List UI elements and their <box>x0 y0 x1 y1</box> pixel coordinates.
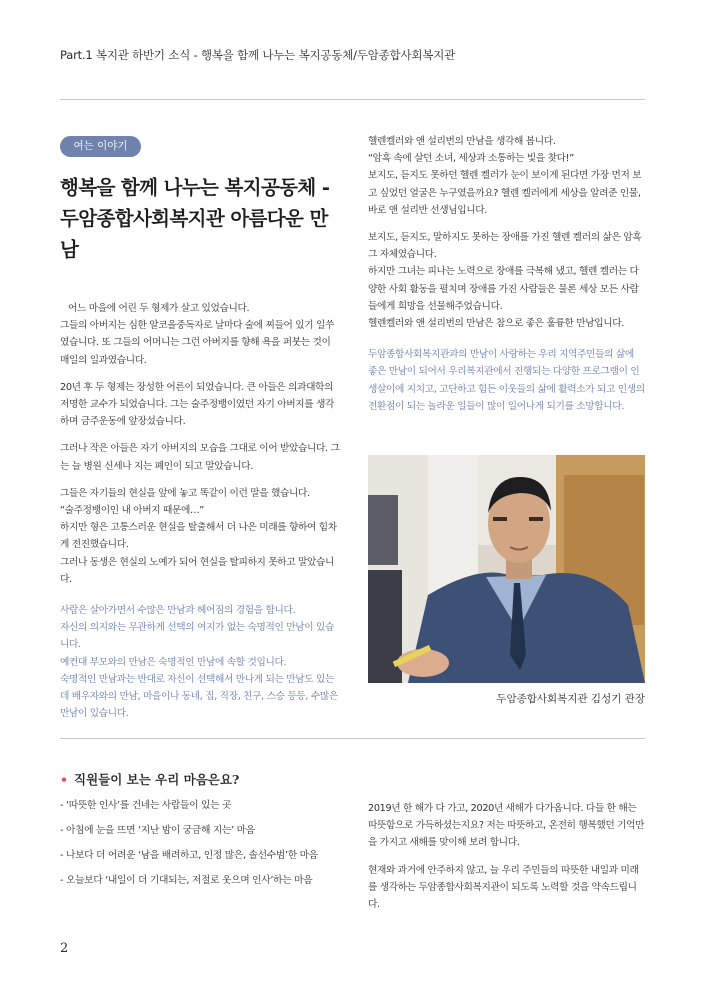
section2-heading <box>60 770 239 788</box>
left-p4-line3: 하지만 형은 고통스러운 현실을 탈출해서 더 나은 미래를 향하여 힘차게 전진했습니다. <box>60 522 337 551</box>
left-blue-2: 자신의 의지와는 무관하게 선택의 여지가 없는 숙명적인 만남이 있습니다. <box>60 622 335 651</box>
right-p1-line1: 헬렌켈러와 앤 설리번의 만남을 생각해 봅니다. <box>368 136 556 147</box>
header-divider <box>60 99 645 100</box>
left-blue-1: 사람은 살아가면서 수많은 만남과 헤어짐의 경험을 합니다. <box>60 605 296 617</box>
right-p2-line3: 헬렌켈러와 앤 설리번의 만남은 참으로 좋은 훌륭한 만남입니다. <box>368 318 625 330</box>
right-p1-line3: 보지도, 듣지도 못하던 헬렌 켈러가 눈이 보이게 된다면 가장 먼저 보고 싶었던 얼굴은 누구였을까요? 헬렌 켈러에게 세상을 알려준 인물, 바로 앤 설리반 선생님입니다. <box>368 170 642 216</box>
running-header: Part.1 복지관 하반기 소식 - 행복을 함께 나누는 복지공동체/두암종합사회복지관 <box>60 48 456 62</box>
title-line-1: 행복을 함께 나누는 복지공동체 - <box>60 176 330 199</box>
director-photo-illustration <box>368 455 645 683</box>
director-photo <box>368 455 645 683</box>
right-p1-quote: “암흑 속에 살던 소녀, 세상과 소통하는 빛을 찾다!” <box>368 153 574 165</box>
section-tag: 여는 이야기 <box>60 136 141 157</box>
left-p4-quote: “술주정뱅이인 내 아버지 때문에…” <box>60 505 204 517</box>
page-number: 2 <box>60 941 69 956</box>
closing-p1: 2019년 한 해가 다 가고, 2020년 새해가 다가옵니다. 다들 한 해는 따뜻함으로 가득하셨는지요? 저는 따뜻하고, 온전히 행복했던 기억만을 가지고 새해를 맞이해 보려 합니다. <box>368 803 645 849</box>
right-blue-paragraph: 두암종합사회복지관과의 만남이 사랑하는 우리 지역주민들의 삶에 좋은 만남이 되어서 우리복지관에서 진행되는 다양한 프로그램이 인생살이에 지치고, 고단하고 힘든 이웃들의 삶에 활력소가 되고 인생의 전환점이 되는 놀라운 일들이 많이 일어나게 되기를 소망합니다. <box>368 349 645 412</box>
section-divider <box>60 738 645 739</box>
left-blue-4: 숙명적인 만남과는 반대로 자신이 선택해서 만나게 되는 만남도 있는데 배우자와의 만남, 마을이나 동네, 집, 직장, 친구, 스승 등등, 수많은 만남이 있습니다. <box>60 673 338 720</box>
title-line-2: 두암종합사회복지관 아름다운 만남 <box>60 207 328 261</box>
right-p2-line1: 보지도, 듣지도, 말하지도 못하는 장애를 가진 헬렌 켈러의 삶은 암흑 그 자체였습니다. <box>368 232 642 261</box>
left-p3: 그러나 작은 아들은 자기 아버지의 모습을 그대로 이어 받았습니다. 그는 늘 병원 신세나 지는 폐인이 되고 말았습니다. <box>60 443 340 472</box>
right-column <box>368 133 645 425</box>
section2-heading-text: 직원들이 보는 우리 마음은요? <box>74 772 240 787</box>
list-item: - 나보다 더 어려운 ‘남을 배려하고, 인정 많은, 솔선수범’한 마음 <box>60 850 318 861</box>
closing-p2: 현재와 과거에 안주하지 않고, 늘 우리 주민들의 따뜻한 내일과 미래를 생각하는 두암종합사회복지관이 되도록 노력할 것을 약속드립니다. <box>368 864 639 911</box>
list-item: - 오늘보다 ‘내일이 더 기대되는, 저절로 웃으며 인사’하는 마음 <box>60 875 313 886</box>
list-item: - 아침에 눈을 뜨면 ‘지난 밤이 궁금해 지는’ 마음 <box>60 825 255 836</box>
right-p2-line2: 하지만 그녀는 피나는 노력으로 장애를 극복해 냈고, 헬렌 켈러는 다양한 사회 활동을 펼치며 장애를 가진 사람들은 물론 세상 모든 사람들에게 희망을 선물해주었습니다. <box>368 266 639 312</box>
left-p4-line1: 그들은 자기들의 현실을 앞에 놓고 똑같이 이런 말을 했습니다. <box>60 487 310 499</box>
left-p1-line1: 어느 마을에 어린 두 형제가 살고 있었습니다. <box>68 303 250 314</box>
closing-column <box>368 800 645 923</box>
left-p1-line2: 그들의 아버지는 심한 알코올중독자로 날마다 술에 찌들어 있기 일쑤였습니다. 또 그들의 어머니는 그런 아버지를 향해 욕을 퍼붓는 것이 매일의 일과였습니다. <box>60 320 335 366</box>
photo-caption: 두암종합사회복지관 김성기 관장 <box>496 693 645 705</box>
left-p2: 20년 후 두 형제는 장성한 어른이 되었습니다. 큰 아들은 의과대학의 저명한 교수가 되었습니다. 그는 술주정뱅이였던 자기 아버지를 생각하며 금주운동에 앞장섰습니다. <box>60 381 335 428</box>
bullet-dot-icon: • <box>60 772 68 787</box>
left-blue-3: 예컨대 부모와의 만남은 숙명적인 만남에 속할 것입니다. <box>60 656 287 668</box>
staff-bullet-list <box>60 797 350 897</box>
article-title <box>60 172 345 265</box>
list-item: - ‘따뜻한 인사’를 건네는 사람들이 있는 곳 <box>60 800 232 811</box>
left-column <box>60 300 342 732</box>
left-p4-line4: 그러나 동생은 현실의 노예가 되어 현실을 탈피하지 못하고 말았습니다. <box>60 556 335 585</box>
